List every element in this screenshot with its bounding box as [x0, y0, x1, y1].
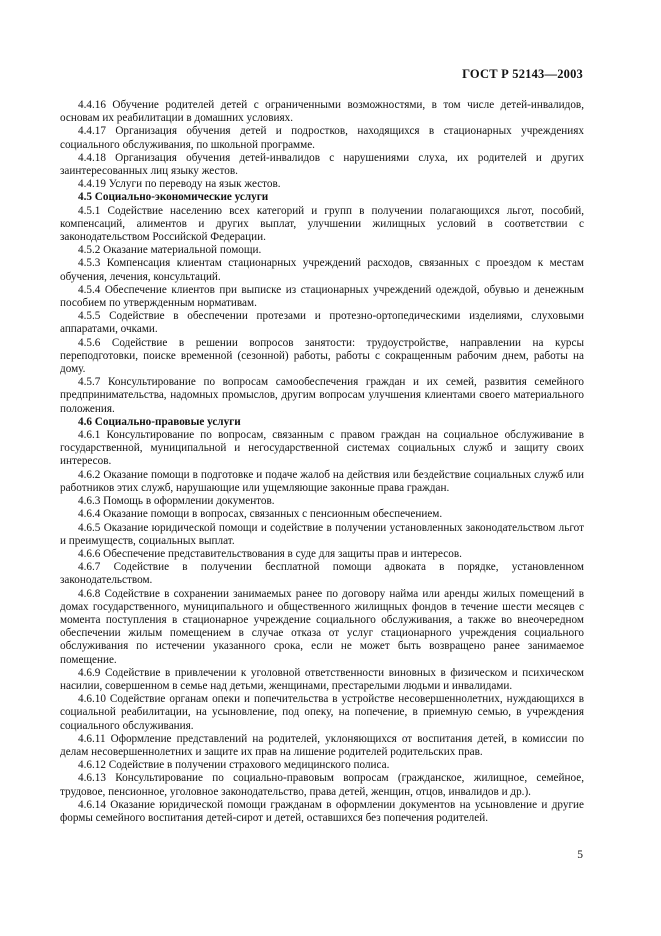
- document-header: ГОСТ Р 52143—2003: [462, 67, 583, 81]
- paragraph: 4.5.6 Содействие в решении вопросов занятости: трудоустройстве, направлении на курсы переподготовки, поиске временной (сезонной) работы, работы с сокращенным рабочим днем, работы на дому.: [60, 336, 584, 376]
- paragraph: 4.5.4 Обеспечение клиентов при выписке из стационарных учреждений одеждой, обувью и денежным пособием по утвержденным нормативам.: [60, 283, 584, 310]
- paragraph: 4.5.7 Консультирование по вопросам самообеспечения граждан и их семей, развития семейного предпринимательства, надомных промыслов, другим вопросам улучшения клиентами своего материального положения.: [60, 376, 584, 415]
- paragraph: 4.6.7 Содействие в получении бесплатной помощи адвоката в порядке, установленном законодательством.: [60, 561, 584, 587]
- paragraph: 4.6.2 Оказание помощи в подготовке и подаче жалоб на действия или бездействие социальных служб или работников этих служб, нарушающие или ущемляющие законные права граждан.: [60, 468, 584, 494]
- paragraph: 4.4.16 Обучение родителей детей с ограниченными возможностями, в том числе детей-инвалидов, основам их реабилитации в домашних условиях.: [60, 99, 584, 125]
- paragraph: 4.5.1 Содействие населению всех категорий и групп в получении полагающихся льгот, пособий, компенсаций, алиментов и других выплат, улучшении жилищных условий в соответствии с законодательством Российской Федерации.: [60, 204, 584, 244]
- paragraph: 4.5.3 Компенсация клиентам стационарных учреждений расходов, связанных с проездом к местам обучения, лечения, консультаций.: [60, 257, 584, 283]
- paragraph: 4.6.9 Содействие в привлечении к уголовной ответственности виновных в физическом и психическом насилии, совершенном в семье над детьми, женщинами, престарелыми людьми и инвалидами.: [60, 666, 584, 692]
- paragraph: 4.6.6 Обеспечение представительствования в суде для защиты прав и интересов.: [78, 547, 462, 560]
- paragraph: 4.6.1 Консультирование по вопросам, связанным с правом граждан на социальное обслуживание в государственной, муниципальной и негосударственной системах социальных служб и защиту своих интересов.: [60, 429, 584, 468]
- paragraph: 4.6.13 Консультирование по социально-правовым вопросам (гражданское, жилищное, семейное, трудовое, пенсионное, уголовное законодательство, права детей, женщин, отцов, инвалидов и др.).: [60, 772, 584, 798]
- paragraph: 4.5.5 Содействие в обеспечении протезами и протезно-ортопедическими изделиями, слуховыми аппаратами, очками.: [60, 310, 584, 336]
- paragraph: 4.5.2 Оказание материальной помощи.: [78, 244, 262, 257]
- paragraph: 4.6.11 Оформление представлений на родителей, уклоняющихся от воспитания детей, в комиссии по делам несовершеннолетних и защите их прав на лишение родителей родительских прав.: [60, 732, 584, 758]
- paragraph: 4.6.8 Содействие в сохранении занимаемых ранее по договору найма или аренды жилых помещений в домах государственного, муниципального и общественного жилищных фондов в течение шести месяцев с момента поступления в стационарное учреждение социального обслуживания, а также во внеочередном обеспечении жилым помещением в случае отказа от услуг стационарного учреждения социального обслуживания по истечении указанного срока, если не может быть возвращено ранее занимаемое помещение.: [60, 587, 584, 666]
- paragraph: 4.6.12 Содействие в получении страхового медицинского полиса.: [78, 759, 390, 772]
- paragraph: 4.6.14 Оказание юридической помощи гражданам в оформлении документов на усыновление и другие формы семейного воспитания детей-сирот и детей, оставшихся без попечения родителей.: [60, 798, 584, 824]
- paragraph: 4.6.5 Оказание юридической помощи и содействие в получении установленных законодательством льгот и преимуществ, социальных выплат.: [60, 521, 584, 547]
- paragraph: 4.4.19 Услуги по переводу на язык жестов.: [78, 178, 281, 191]
- page-number: 5: [577, 849, 583, 861]
- section-heading: 4.6 Социально-правовые услуги: [78, 415, 241, 428]
- paragraph: 4.4.17 Организация обучения детей и подростков, находящихся в стационарных учреждениях социального обслуживания, по школьной программе.: [60, 125, 584, 151]
- paragraph: 4.6.10 Содействие органам опеки и попечительства в устройстве несовершеннолетних, нуждающихся в социальной реабилитации, на усыновление, под опеку, на попечение, в приемную семью, в учреждения социального обслуживания.: [60, 693, 584, 732]
- section-heading: 4.5 Социально-экономические услуги: [78, 191, 269, 204]
- paragraph: 4.6.4 Оказание помощи в вопросах, связанных с пенсионным обеспечением.: [78, 508, 443, 521]
- paragraph: 4.4.18 Организация обучения детей-инвалидов с нарушениями слуха, их родителей и других заинтересованных лиц языку жестов.: [60, 151, 584, 178]
- paragraph: 4.6.3 Помощь в оформлении документов.: [78, 495, 275, 508]
- document-body: [60, 99, 584, 825]
